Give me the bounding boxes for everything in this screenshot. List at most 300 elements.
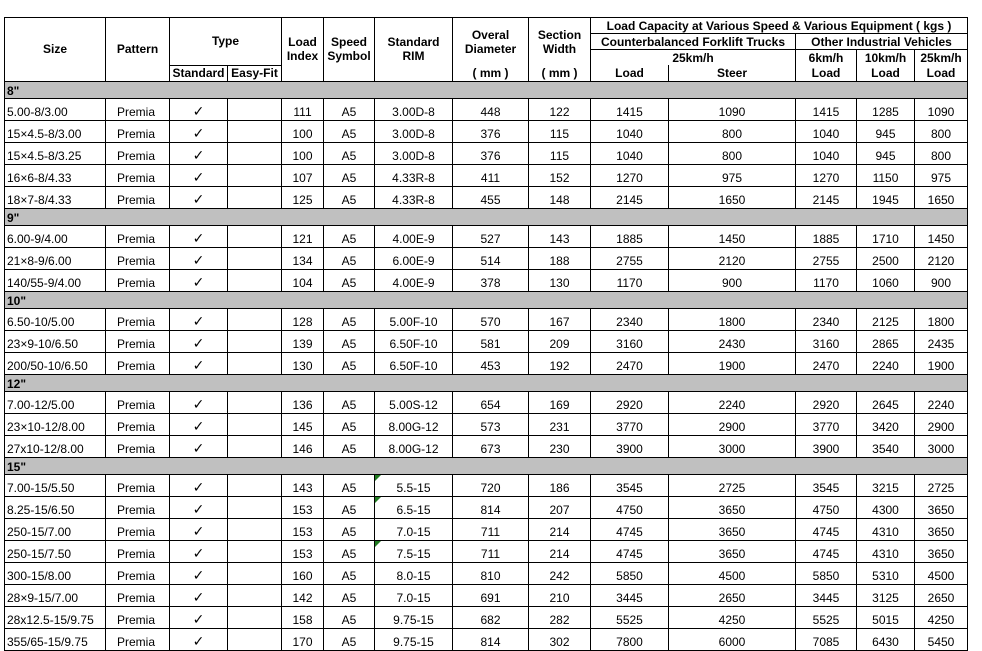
check-mark-icon: ✓ bbox=[192, 567, 205, 584]
rim-value: 6.50F-10 bbox=[389, 358, 438, 373]
cell-load-10kmh: 2125 bbox=[857, 308, 915, 330]
tire-spec-table bbox=[4, 17, 968, 651]
cell-size: 6.00-9/4.00 bbox=[5, 225, 106, 247]
header-forklift-trucks: Counterbalanced Forklift Trucks bbox=[591, 34, 796, 50]
cell-forklift-steer: 800 bbox=[669, 120, 796, 142]
cell-load-index: 146 bbox=[282, 435, 324, 457]
check-mark-icon: ✓ bbox=[192, 191, 205, 208]
cell-type-standard bbox=[170, 186, 228, 208]
cell-size: 28×9-15/7.00 bbox=[5, 584, 106, 606]
cell-load-index: 158 bbox=[282, 606, 324, 628]
cell-type-easyfit bbox=[228, 269, 282, 291]
cell-forklift-steer: 2650 bbox=[669, 584, 796, 606]
cell-load-index: 121 bbox=[282, 225, 324, 247]
cell-forklift-load: 4745 bbox=[591, 540, 669, 562]
cell-forklift-steer: 1800 bbox=[669, 308, 796, 330]
cell-load-10kmh: 6430 bbox=[857, 628, 915, 650]
section-label: 10" bbox=[5, 291, 968, 308]
cell-load-25kmh: 1450 bbox=[915, 225, 968, 247]
cell-forklift-load: 3900 bbox=[591, 435, 669, 457]
check-mark-icon: ✓ bbox=[192, 611, 205, 628]
cell-size: 15×4.5-8/3.00 bbox=[5, 120, 106, 142]
cell-load-25kmh: 3000 bbox=[915, 435, 968, 457]
cell-type-standard bbox=[170, 98, 228, 120]
table-row bbox=[5, 142, 968, 164]
check-mark-icon: ✓ bbox=[192, 274, 205, 291]
cell-speed-symbol: A5 bbox=[324, 269, 375, 291]
cell-load-6kmh: 1885 bbox=[796, 225, 857, 247]
cell-speed-symbol: A5 bbox=[324, 562, 375, 584]
cell-forklift-load: 2755 bbox=[591, 247, 669, 269]
cell-forklift-load: 2145 bbox=[591, 186, 669, 208]
table-row bbox=[5, 247, 968, 269]
cell-section-width: 130 bbox=[529, 269, 591, 291]
cell-load-6kmh: 5850 bbox=[796, 562, 857, 584]
cell-type-easyfit bbox=[228, 413, 282, 435]
cell-load-10kmh: 5015 bbox=[857, 606, 915, 628]
cell-section-width: 167 bbox=[529, 308, 591, 330]
cell-standard-rim bbox=[375, 413, 453, 435]
cell-overall-diameter: 654 bbox=[453, 391, 529, 413]
header-diameter-unit: ( mm ) bbox=[453, 65, 529, 81]
cell-overall-diameter: 453 bbox=[453, 352, 529, 374]
table-row bbox=[5, 120, 968, 142]
header-forklift-steer: Steer bbox=[669, 65, 796, 81]
cell-standard-rim bbox=[375, 164, 453, 186]
check-mark-icon: ✓ bbox=[192, 589, 205, 606]
cell-load-6kmh: 2340 bbox=[796, 308, 857, 330]
cell-forklift-load: 1415 bbox=[591, 98, 669, 120]
cell-standard-rim bbox=[375, 142, 453, 164]
cell-forklift-steer: 2120 bbox=[669, 247, 796, 269]
table-row bbox=[5, 330, 968, 352]
cell-standard-rim bbox=[375, 584, 453, 606]
cell-load-6kmh: 3445 bbox=[796, 584, 857, 606]
cell-type-easyfit bbox=[228, 496, 282, 518]
cell-speed-symbol: A5 bbox=[324, 518, 375, 540]
cell-pattern: Premia bbox=[106, 308, 170, 330]
cell-forklift-load: 3160 bbox=[591, 330, 669, 352]
cell-speed-symbol: A5 bbox=[324, 120, 375, 142]
cell-type-easyfit bbox=[228, 98, 282, 120]
section-label: 9" bbox=[5, 208, 968, 225]
cell-forklift-load: 2470 bbox=[591, 352, 669, 374]
cell-load-index: 153 bbox=[282, 540, 324, 562]
table-row bbox=[5, 474, 968, 496]
cell-pattern: Premia bbox=[106, 330, 170, 352]
rim-value: 4.33R-8 bbox=[392, 192, 435, 207]
table-row bbox=[5, 606, 968, 628]
cell-type-standard bbox=[170, 584, 228, 606]
cell-load-index: 111 bbox=[282, 98, 324, 120]
cell-section-width: 282 bbox=[529, 606, 591, 628]
rim-value: 4.33R-8 bbox=[392, 170, 435, 185]
header-other-load-6: Load bbox=[796, 65, 857, 81]
check-mark-icon: ✓ bbox=[192, 169, 205, 186]
cell-standard-rim bbox=[375, 518, 453, 540]
cell-load-index: 104 bbox=[282, 269, 324, 291]
cell-size: 355/65-15/9.75 bbox=[5, 628, 106, 650]
check-mark-icon: ✓ bbox=[192, 147, 205, 164]
cell-load-6kmh: 2755 bbox=[796, 247, 857, 269]
cell-pattern: Premia bbox=[106, 120, 170, 142]
cell-section-width: 230 bbox=[529, 435, 591, 457]
cell-forklift-load: 5850 bbox=[591, 562, 669, 584]
cell-standard-rim bbox=[375, 628, 453, 650]
cell-type-standard bbox=[170, 269, 228, 291]
cell-pattern: Premia bbox=[106, 628, 170, 650]
table-row bbox=[5, 540, 968, 562]
cell-forklift-steer: 1650 bbox=[669, 186, 796, 208]
cell-load-10kmh: 4310 bbox=[857, 540, 915, 562]
cell-section-width: 148 bbox=[529, 186, 591, 208]
table-row bbox=[5, 186, 968, 208]
cell-overall-diameter: 376 bbox=[453, 120, 529, 142]
cell-load-25kmh: 4500 bbox=[915, 562, 968, 584]
cell-section-width: 143 bbox=[529, 225, 591, 247]
comment-flag-icon bbox=[375, 475, 381, 481]
check-mark-icon: ✓ bbox=[192, 252, 205, 269]
cell-load-10kmh: 1285 bbox=[857, 98, 915, 120]
cell-standard-rim bbox=[375, 352, 453, 374]
cell-section-width: 214 bbox=[529, 518, 591, 540]
cell-type-easyfit bbox=[228, 142, 282, 164]
header-load-capacity: Load Capacity at Various Speed & Various Equipment ( kgs ) bbox=[591, 18, 968, 34]
cell-forklift-steer: 2725 bbox=[669, 474, 796, 496]
cell-forklift-load: 3445 bbox=[591, 584, 669, 606]
cell-speed-symbol: A5 bbox=[324, 391, 375, 413]
cell-load-index: 100 bbox=[282, 120, 324, 142]
cell-load-index: 136 bbox=[282, 391, 324, 413]
cell-type-standard bbox=[170, 164, 228, 186]
cell-load-25kmh: 1650 bbox=[915, 186, 968, 208]
cell-type-easyfit bbox=[228, 352, 282, 374]
cell-pattern: Premia bbox=[106, 518, 170, 540]
check-mark-icon: ✓ bbox=[192, 523, 205, 540]
cell-load-25kmh: 975 bbox=[915, 164, 968, 186]
cell-forklift-steer: 4250 bbox=[669, 606, 796, 628]
cell-load-6kmh: 3545 bbox=[796, 474, 857, 496]
cell-type-standard bbox=[170, 120, 228, 142]
cell-load-25kmh: 1800 bbox=[915, 308, 968, 330]
check-mark-icon: ✓ bbox=[192, 125, 205, 142]
cell-size: 15×4.5-8/3.25 bbox=[5, 142, 106, 164]
cell-forklift-steer: 1900 bbox=[669, 352, 796, 374]
cell-section-width: 152 bbox=[529, 164, 591, 186]
cell-load-index: 170 bbox=[282, 628, 324, 650]
check-mark-icon: ✓ bbox=[192, 230, 205, 247]
table-header bbox=[5, 18, 968, 82]
cell-load-10kmh: 5310 bbox=[857, 562, 915, 584]
cell-overall-diameter: 411 bbox=[453, 164, 529, 186]
cell-standard-rim bbox=[375, 474, 453, 496]
cell-load-10kmh: 945 bbox=[857, 142, 915, 164]
cell-size: 7.00-15/5.50 bbox=[5, 474, 106, 496]
cell-load-index: 160 bbox=[282, 562, 324, 584]
cell-load-10kmh: 2645 bbox=[857, 391, 915, 413]
cell-overall-diameter: 711 bbox=[453, 518, 529, 540]
cell-size: 5.00-8/3.00 bbox=[5, 98, 106, 120]
cell-size: 140/55-9/4.00 bbox=[5, 269, 106, 291]
cell-load-25kmh: 1900 bbox=[915, 352, 968, 374]
rim-value: 8.00G-12 bbox=[388, 419, 439, 434]
cell-overall-diameter: 455 bbox=[453, 186, 529, 208]
header-size: Size bbox=[5, 18, 106, 82]
check-mark-icon: ✓ bbox=[192, 479, 205, 496]
cell-load-index: 107 bbox=[282, 164, 324, 186]
rim-value: 5.5-15 bbox=[396, 480, 431, 495]
cell-type-standard bbox=[170, 435, 228, 457]
header-type-standard: Standard bbox=[170, 65, 228, 81]
cell-load-index: 139 bbox=[282, 330, 324, 352]
cell-section-width: 231 bbox=[529, 413, 591, 435]
cell-size: 27x10-12/8.00 bbox=[5, 435, 106, 457]
cell-overall-diameter: 720 bbox=[453, 474, 529, 496]
rim-value: 7.0-15 bbox=[396, 524, 431, 539]
cell-forklift-load: 2340 bbox=[591, 308, 669, 330]
cell-type-standard bbox=[170, 540, 228, 562]
check-mark-icon: ✓ bbox=[192, 418, 205, 435]
cell-pattern: Premia bbox=[106, 413, 170, 435]
cell-overall-diameter: 673 bbox=[453, 435, 529, 457]
cell-load-index: 125 bbox=[282, 186, 324, 208]
section-header-row bbox=[5, 81, 968, 98]
cell-overall-diameter: 682 bbox=[453, 606, 529, 628]
cell-pattern: Premia bbox=[106, 352, 170, 374]
cell-load-index: 153 bbox=[282, 496, 324, 518]
cell-pattern: Premia bbox=[106, 474, 170, 496]
cell-load-index: 142 bbox=[282, 584, 324, 606]
cell-load-6kmh: 4745 bbox=[796, 540, 857, 562]
rim-value: 5.00S-12 bbox=[389, 397, 438, 412]
header-other-load-25: Load bbox=[915, 65, 968, 81]
section-header-row bbox=[5, 291, 968, 308]
cell-standard-rim bbox=[375, 186, 453, 208]
cell-section-width: 115 bbox=[529, 142, 591, 164]
cell-forklift-load: 3545 bbox=[591, 474, 669, 496]
cell-forklift-load: 1040 bbox=[591, 142, 669, 164]
table-row bbox=[5, 269, 968, 291]
cell-pattern: Premia bbox=[106, 562, 170, 584]
cell-section-width: 186 bbox=[529, 474, 591, 496]
cell-load-6kmh: 3160 bbox=[796, 330, 857, 352]
cell-load-10kmh: 3540 bbox=[857, 435, 915, 457]
cell-forklift-steer: 1090 bbox=[669, 98, 796, 120]
cell-standard-rim bbox=[375, 308, 453, 330]
cell-type-easyfit bbox=[228, 391, 282, 413]
cell-load-6kmh: 4745 bbox=[796, 518, 857, 540]
cell-load-10kmh: 2240 bbox=[857, 352, 915, 374]
cell-overall-diameter: 691 bbox=[453, 584, 529, 606]
cell-size: 200/50-10/6.50 bbox=[5, 352, 106, 374]
header-other-vehicles: Other Industrial Vehicles bbox=[796, 34, 968, 50]
check-mark-icon: ✓ bbox=[192, 396, 205, 413]
cell-forklift-steer: 900 bbox=[669, 269, 796, 291]
cell-pattern: Premia bbox=[106, 142, 170, 164]
rim-value: 7.0-15 bbox=[396, 590, 431, 605]
cell-load-10kmh: 1150 bbox=[857, 164, 915, 186]
cell-load-6kmh: 7085 bbox=[796, 628, 857, 650]
cell-load-10kmh: 2865 bbox=[857, 330, 915, 352]
cell-load-6kmh: 2145 bbox=[796, 186, 857, 208]
header-forklift-load: Load bbox=[591, 65, 669, 81]
cell-load-25kmh: 2240 bbox=[915, 391, 968, 413]
cell-overall-diameter: 814 bbox=[453, 496, 529, 518]
cell-speed-symbol: A5 bbox=[324, 584, 375, 606]
cell-size: 300-15/8.00 bbox=[5, 562, 106, 584]
cell-load-6kmh: 1415 bbox=[796, 98, 857, 120]
cell-overall-diameter: 814 bbox=[453, 628, 529, 650]
cell-type-standard bbox=[170, 308, 228, 330]
cell-forklift-steer: 2430 bbox=[669, 330, 796, 352]
cell-standard-rim bbox=[375, 496, 453, 518]
cell-load-10kmh: 1060 bbox=[857, 269, 915, 291]
cell-overall-diameter: 570 bbox=[453, 308, 529, 330]
cell-standard-rim bbox=[375, 540, 453, 562]
cell-type-standard bbox=[170, 474, 228, 496]
cell-size: 23×10-12/8.00 bbox=[5, 413, 106, 435]
tire-spec-table-wrapper bbox=[4, 17, 968, 651]
cell-type-standard bbox=[170, 606, 228, 628]
cell-speed-symbol: A5 bbox=[324, 540, 375, 562]
cell-load-25kmh: 800 bbox=[915, 120, 968, 142]
cell-pattern: Premia bbox=[106, 540, 170, 562]
rim-value: 3.00D-8 bbox=[392, 104, 435, 119]
cell-section-width: 115 bbox=[529, 120, 591, 142]
cell-load-25kmh: 2435 bbox=[915, 330, 968, 352]
cell-pattern: Premia bbox=[106, 606, 170, 628]
cell-forklift-load: 4750 bbox=[591, 496, 669, 518]
cell-forklift-steer: 2240 bbox=[669, 391, 796, 413]
cell-forklift-load: 5525 bbox=[591, 606, 669, 628]
cell-pattern: Premia bbox=[106, 391, 170, 413]
cell-load-25kmh: 2725 bbox=[915, 474, 968, 496]
rim-value: 5.00F-10 bbox=[389, 314, 438, 329]
cell-load-10kmh: 3215 bbox=[857, 474, 915, 496]
cell-load-10kmh: 3125 bbox=[857, 584, 915, 606]
cell-pattern: Premia bbox=[106, 225, 170, 247]
check-mark-icon: ✓ bbox=[192, 335, 205, 352]
cell-forklift-steer: 4500 bbox=[669, 562, 796, 584]
cell-type-easyfit bbox=[228, 584, 282, 606]
cell-load-25kmh: 4250 bbox=[915, 606, 968, 628]
section-label: 15" bbox=[5, 457, 968, 474]
cell-load-6kmh: 2470 bbox=[796, 352, 857, 374]
table-row bbox=[5, 628, 968, 650]
table-body bbox=[5, 81, 968, 650]
cell-speed-symbol: A5 bbox=[324, 352, 375, 374]
cell-load-6kmh: 1040 bbox=[796, 120, 857, 142]
table-row bbox=[5, 391, 968, 413]
rim-value: 4.00E-9 bbox=[392, 231, 435, 246]
cell-size: 250-15/7.50 bbox=[5, 540, 106, 562]
check-mark-icon: ✓ bbox=[192, 313, 205, 330]
cell-pattern: Premia bbox=[106, 247, 170, 269]
cell-load-10kmh: 4300 bbox=[857, 496, 915, 518]
cell-type-easyfit bbox=[228, 247, 282, 269]
check-mark-icon: ✓ bbox=[192, 440, 205, 457]
cell-speed-symbol: A5 bbox=[324, 98, 375, 120]
cell-section-width: 209 bbox=[529, 330, 591, 352]
cell-load-index: 143 bbox=[282, 474, 324, 496]
table-row bbox=[5, 352, 968, 374]
cell-standard-rim bbox=[375, 225, 453, 247]
rim-value: 6.50F-10 bbox=[389, 336, 438, 351]
cell-pattern: Premia bbox=[106, 269, 170, 291]
cell-type-standard bbox=[170, 352, 228, 374]
cell-type-easyfit bbox=[228, 186, 282, 208]
cell-speed-symbol: A5 bbox=[324, 435, 375, 457]
table-row bbox=[5, 308, 968, 330]
header-type: Type bbox=[170, 18, 282, 66]
cell-size: 8.25-15/6.50 bbox=[5, 496, 106, 518]
cell-load-6kmh: 1040 bbox=[796, 142, 857, 164]
header-other-load-10: Load bbox=[857, 65, 915, 81]
section-label: 8" bbox=[5, 81, 968, 98]
cell-load-25kmh: 900 bbox=[915, 269, 968, 291]
cell-load-index: 100 bbox=[282, 142, 324, 164]
cell-section-width: 169 bbox=[529, 391, 591, 413]
cell-load-index: 128 bbox=[282, 308, 324, 330]
cell-standard-rim bbox=[375, 435, 453, 457]
cell-load-25kmh: 800 bbox=[915, 142, 968, 164]
check-mark-icon: ✓ bbox=[192, 545, 205, 562]
cell-type-standard bbox=[170, 225, 228, 247]
cell-overall-diameter: 378 bbox=[453, 269, 529, 291]
header-load-index: Load Index bbox=[282, 18, 324, 82]
table-row bbox=[5, 225, 968, 247]
cell-load-25kmh: 2120 bbox=[915, 247, 968, 269]
cell-type-easyfit bbox=[228, 606, 282, 628]
header-pattern: Pattern bbox=[106, 18, 170, 82]
cell-load-6kmh: 4750 bbox=[796, 496, 857, 518]
cell-size: 18×7-8/4.33 bbox=[5, 186, 106, 208]
cell-section-width: 210 bbox=[529, 584, 591, 606]
header-speed-6kmh: 6km/h bbox=[796, 50, 857, 66]
cell-speed-symbol: A5 bbox=[324, 606, 375, 628]
header-width-unit: ( mm ) bbox=[529, 65, 591, 81]
cell-overall-diameter: 810 bbox=[453, 562, 529, 584]
cell-type-easyfit bbox=[228, 562, 282, 584]
cell-forklift-load: 4745 bbox=[591, 518, 669, 540]
cell-load-index: 134 bbox=[282, 247, 324, 269]
cell-standard-rim bbox=[375, 391, 453, 413]
cell-type-standard bbox=[170, 391, 228, 413]
cell-load-index: 130 bbox=[282, 352, 324, 374]
cell-load-index: 153 bbox=[282, 518, 324, 540]
cell-section-width: 192 bbox=[529, 352, 591, 374]
cell-type-easyfit bbox=[228, 518, 282, 540]
cell-type-easyfit bbox=[228, 164, 282, 186]
header-standard-rim: Standard RIM bbox=[375, 18, 453, 82]
rim-value: 6.5-15 bbox=[396, 502, 431, 517]
cell-size: 28x12.5-15/9.75 bbox=[5, 606, 106, 628]
cell-load-10kmh: 1945 bbox=[857, 186, 915, 208]
cell-forklift-steer: 3650 bbox=[669, 540, 796, 562]
cell-speed-symbol: A5 bbox=[324, 164, 375, 186]
cell-load-6kmh: 3900 bbox=[796, 435, 857, 457]
cell-standard-rim bbox=[375, 98, 453, 120]
rim-value: 7.5-15 bbox=[396, 546, 431, 561]
cell-forklift-steer: 3000 bbox=[669, 435, 796, 457]
cell-speed-symbol: A5 bbox=[324, 142, 375, 164]
cell-pattern: Premia bbox=[106, 186, 170, 208]
cell-pattern: Premia bbox=[106, 496, 170, 518]
cell-size: 250-15/7.00 bbox=[5, 518, 106, 540]
cell-standard-rim bbox=[375, 120, 453, 142]
cell-size: 21×8-9/6.00 bbox=[5, 247, 106, 269]
cell-speed-symbol: A5 bbox=[324, 474, 375, 496]
